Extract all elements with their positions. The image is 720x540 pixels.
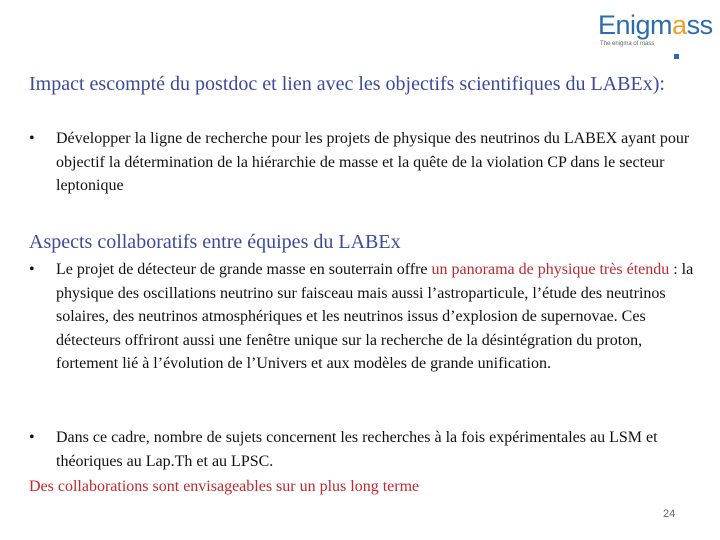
logo-square-icon (674, 54, 679, 59)
bullet-highlight: un panorama de physique très étendu (431, 261, 670, 278)
logo-word-part3: ss (686, 10, 713, 40)
section-title-impact: Impact escompté du postdoc et lien avec les objectifs scientifiques du LABEx): (29, 73, 665, 95)
section-title-collaboration: Aspects collaboratifs entre équipes du LABEx (29, 231, 401, 253)
bullet-item (29, 127, 694, 198)
bullet-text-after: : la physique des oscillations neutrino sur faisceau mais aussi l’astroparticule, l’étude des neutrinos solaires, des neutrinos atmosphériques et les neutrinos issus d’explosion de supernovae. Ces détecteurs offriront aussi une fenêtre unique sur la recherche de la désintégration du proton, fortement lié à l’évolution de l’Univers et aux modèles de grande unification. (56, 261, 694, 372)
bullet-text (56, 258, 694, 376)
bullet-item (29, 426, 694, 473)
enigmass-logo (596, 8, 714, 64)
logo-word-accent: a (672, 10, 687, 40)
logo-word-part1: Enigm (598, 10, 673, 40)
bullet-text-before: Le projet de détecteur de grande masse en souterrain offre (56, 261, 432, 278)
bullet-icon: • (29, 130, 35, 147)
logo-tagline: The enigma of mass (600, 41, 655, 47)
page-number: 24 (663, 508, 676, 520)
conclusion-text: Des collaborations sont envisageables sur un plus long terme (29, 478, 420, 495)
logo-wordmark (598, 10, 713, 41)
bullet-icon: • (29, 429, 35, 446)
bullet-text: Développer la ligne de recherche pour les projets de physique des neutrinos du LABEX ayant pour objectif la détermination de la hiérarchie de masse et la quête de la violation CP dans le secteur leptonique (56, 130, 690, 194)
bullet-text: Dans ce cadre, nombre de sujets concernent les recherches à la fois expérimentales au LSM et théoriques au Lap.Th et au LPSC. (56, 429, 658, 470)
bullet-icon: • (29, 261, 35, 278)
bullet-item (29, 258, 694, 376)
